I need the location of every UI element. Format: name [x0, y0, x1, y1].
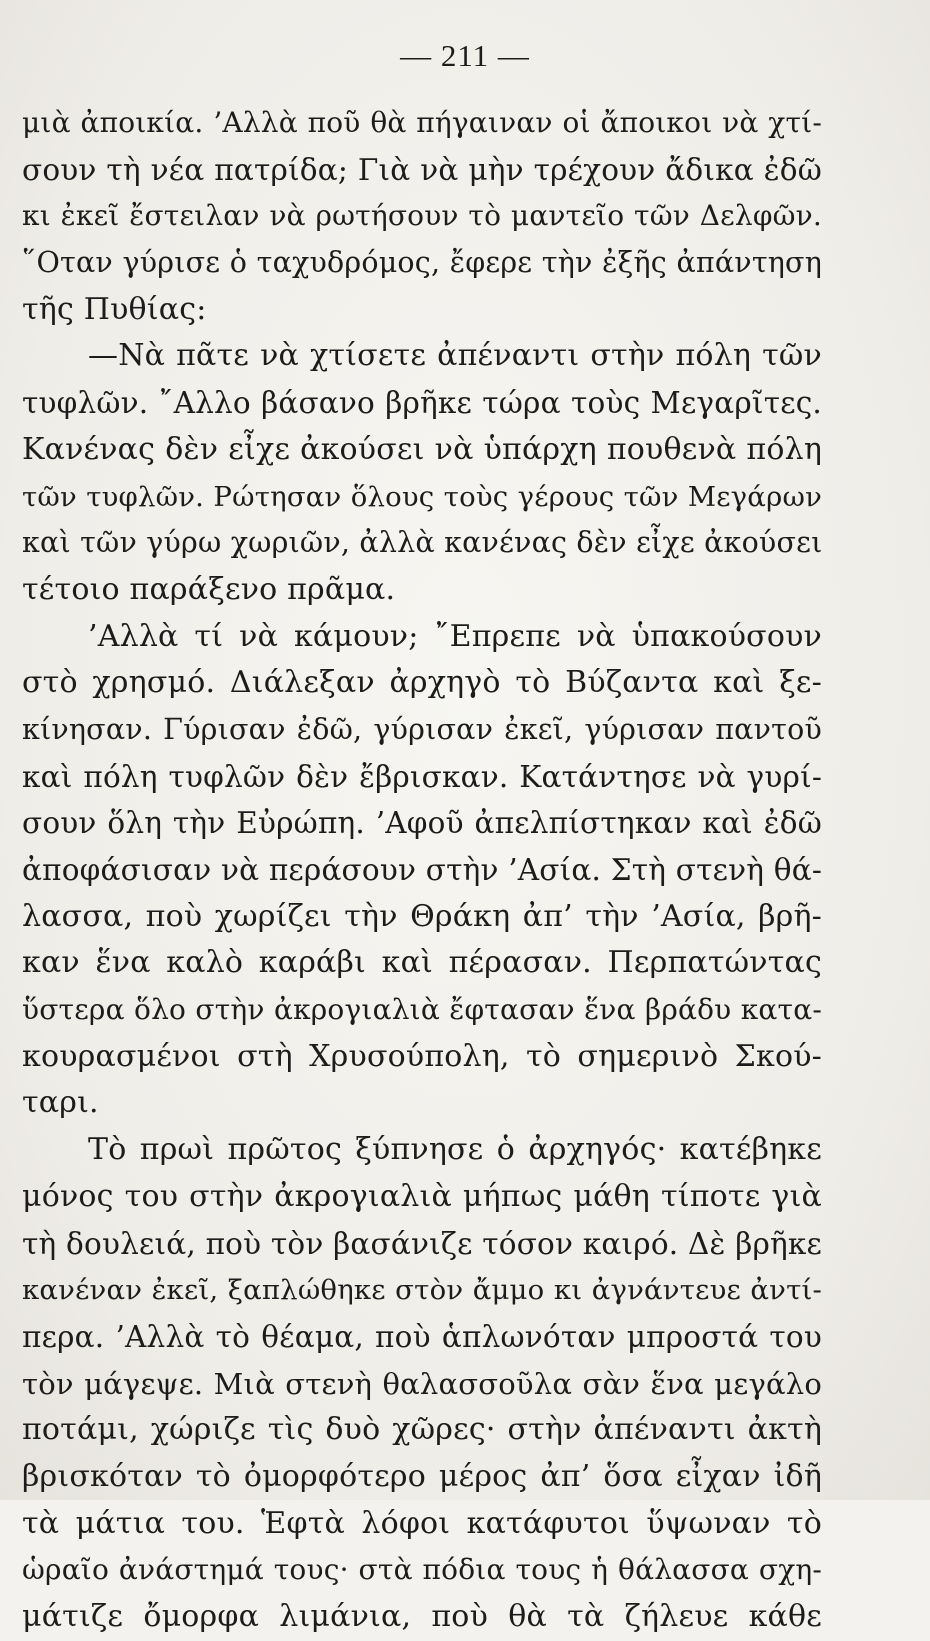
text-line: κίνησαν. Γύρισαν ἐδῶ, γύρισαν ἐκεῖ, γύρισαν παντοῦ: [22, 712, 822, 746]
text-line: Κανένας δὲν εἶχε ἀκούσει νὰ ὑπάρχη πουθενὰ πόλη: [22, 431, 822, 467]
text-line: τὴ δουλειά, ποὺ τὸν βασάνιζε τόσον καιρό. Δὲ βρῆκε: [22, 1226, 822, 1261]
page-number: — 211 —: [400, 38, 530, 73]
text-line: Τὸ πρωὶ πρῶτος ξύπνησε ὁ ἀρχηγός· κατέβηκε: [88, 1132, 822, 1168]
text-line: στὸ χρησμό. Διάλεξαν ἀρχηγὸ τὸ Βύζαντα καὶ ξε-: [22, 665, 822, 701]
text-line: καν ἕνα καλὸ καράβι καὶ πέρασαν. Περπατώντας: [22, 945, 822, 981]
text-line: λασσα, ποὺ χωρίζει τὴν Θράκη ἀπ’ τὴν ’Ασία, βρῆ-: [22, 898, 822, 934]
text-line: κουρασμένοι στὴ Χρυσούπολη, τὸ σημερινὸ Σκού-: [22, 1038, 822, 1074]
text-line: ὡραῖο ἀνάστημά τους· στὰ πόδια τους ἡ θάλασσα σχη-: [22, 1553, 822, 1587]
text-line: ὕστερα ὅλο στὴν ἀκρογιαλιὰ ἔφτασαν ἕνα βράδυ κατα-: [22, 993, 822, 1027]
text-line: καὶ πόλη τυφλῶν δὲν ἔβρισκαν. Κατάντησε νὰ γυρί-: [22, 759, 822, 794]
text-line: περα. ’Αλλὰ τὸ θέαμα, ποὺ ἁπλωνόταν μπροστά του: [22, 1319, 822, 1354]
text-line: τέτοιο παράξενο πρᾶμα.: [22, 571, 396, 607]
text-line: —Νὰ πᾶτε νὰ χτίσετε ἀπέναντι στὴν πόλη τῶν: [88, 338, 822, 374]
text-line: τῶν τυφλῶν. Ρώτησαν ὅλους τοὺς γέρους τῶν Μεγάρων: [22, 480, 822, 513]
text-line: ἀποφάσισαν νὰ περάσουν στὴν ’Ασία. Στὴ στενὴ θά-: [22, 853, 822, 887]
text-line: τὰ μάτια του. Ἑφτὰ λόφοι κατάφυτοι ὕψωναν τὸ: [22, 1505, 822, 1541]
text-line: τυφλῶν. ῎Αλλο βάσανο βρῆκε τώρα τοὺς Μεγαρῖτες.: [22, 386, 822, 421]
text-line: κι ἐκεῖ ἔστειλαν νὰ ρωτήσουν τὸ μαντεῖο τῶν Δελφῶν.: [22, 199, 822, 233]
text-line: κανέναν ἐκεῖ, ξαπλώθηκε στὸν ἄμμο κι ἀγνάντευε ἀντί-: [22, 1274, 822, 1307]
text-line: ποτάμι, χώριζε τὶς δυὸ χῶρες· στὴν ἀπέναντι ἀκτὴ: [22, 1412, 822, 1448]
body-text: [22, 100, 822, 1641]
text-line: μάτιζε ὄμορφα λιμάνια, ποὺ θὰ τὰ ζήλευε κάθε: [22, 1599, 822, 1634]
text-line: σουν τὴ νέα πατρίδα; Γιὰ νὰ μὴν τρέχουν ἄδικα ἐδῶ: [22, 152, 822, 187]
text-line: τὸν μάγεψε. Μιὰ στενὴ θαλασσοῦλα σὰν ἕνα μεγάλο: [22, 1366, 822, 1401]
text-line: μόνος του στὴν ἀκρογιαλιὰ μήπως μάθη τίποτε γιὰ: [22, 1178, 822, 1214]
text-line: καὶ τῶν γύρω χωριῶν, ἀλλὰ κανένας δὲν εἶχε ἀκούσει: [22, 526, 823, 560]
text-line: ’Αλλὰ τί νὰ κάμουν; ῎Επρεπε νὰ ὑπακούσουν: [88, 618, 822, 654]
text-line: βρισκόταν τὸ ὀμορφότερο μέρος ἀπ’ ὅσα εἶχαν ἰδῆ: [22, 1458, 822, 1494]
text-line: ταρι.: [22, 1085, 99, 1121]
text-line: σουν ὅλη τὴν Εὐρώπη. ’Αφοῦ ἀπελπίστηκαν καὶ ἐδῶ: [22, 806, 822, 841]
text-line: μιὰ ἀποικία. ’Αλλὰ ποῦ θὰ πήγαιναν οἱ ἄποικοι νὰ χτί-: [22, 106, 822, 139]
text-line: τῆς Πυθίας:: [22, 291, 207, 327]
text-line: ῞Οταν γύρισε ὁ ταχυδρόμος, ἔφερε τὴν ἐξῆς ἀπάντηση: [22, 246, 822, 280]
